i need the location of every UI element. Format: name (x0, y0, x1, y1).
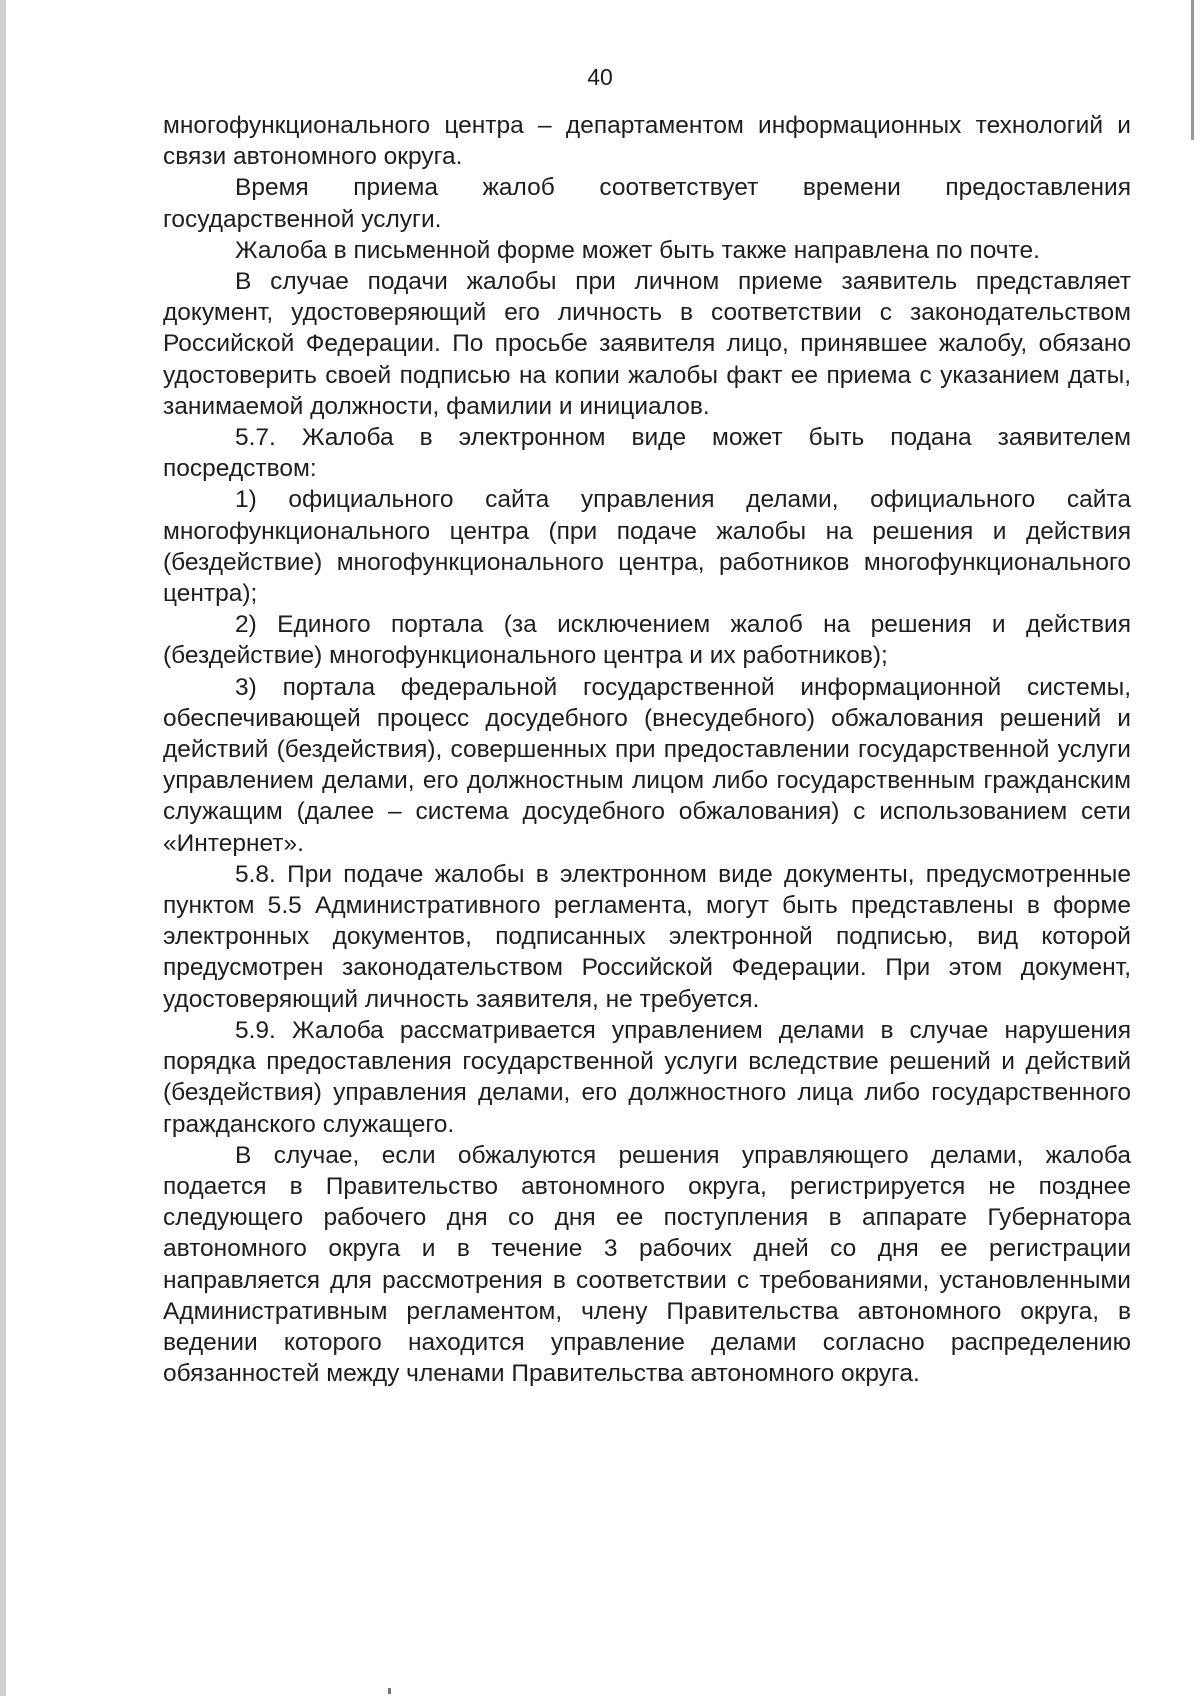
list-item-3: 3) портала федеральной государственной информационной системы, обеспечивающей процесс досудебного (внесудебного) обжалования решений и действий (бездействия), совершенных при предоставлении государственной услуги управлением делами, его должностным лицом либо государственным гражданским служащим (далее – система досудебного обжалования) с использованием сети «Интернет». (163, 673, 1131, 857)
paragraph-manager-decisions: В случае, если обжалуются решения управляющего делами, жалоба подается в Правительство автономного округа, регистрируется не позднее следующего рабочего дня со дня ее поступления в аппарате Губернатора автономного округа и в течение 3 рабочих дней со дня ее регистрации направляется для рассмотрения в соответствии с требованиями, установленными Административным регламентом, члену Правительства автономного округа, в ведении которого находится управление делами согласно распределению обязанностей между членами Правительства автономного округа. (163, 1141, 1131, 1388)
paragraph-5-8: 5.8. При подаче жалобы в электронном виде документы, предусмотренные пунктом 5.5 Административного регламента, могут быть представлены в форме электронных документов, подписанных электронной подписью, вид которой предусмотрен законодательством Российской Федерации. При этом документ, удостоверяющий личность заявителя, не требуется. (163, 860, 1131, 1013)
document-body (163, 110, 1131, 1389)
paragraph-5-7: 5.7. Жалоба в электронном виде может быть подана заявителем посредством: (163, 424, 1131, 483)
scan-edge-left (0, 0, 6, 1696)
paragraph-mail: Жалоба в письменной форме может быть также направлена по почте. (235, 236, 1040, 264)
list-item-1: 1) официального сайта управления делами, официального сайта многофункционального центра (при подаче жалобы на решения и действия (бездействие) многофункционального центра, работников многофункционального центра); (163, 486, 1131, 608)
scan-mark (388, 1688, 391, 1694)
list-item-2: 2) Единого портала (за исключением жалоб на решения и действия (бездействие) многофункционального центра и их работников); (163, 611, 1131, 670)
paragraph-personal-reception: В случае подачи жалобы при личном приеме заявитель представляет документ, удостоверяющий его личность в соответствии с законодательством Российской Федерации. По просьбе заявителя лицо, принявшее жалобу, обязано удостоверить своей подписью на копии жалобы факт ее приема с указанием даты, занимаемой должности, фамилии и инициалов. (163, 268, 1131, 420)
paragraph-reception-time: Время приема жалоб соответствует времени предоставления государственной услуги. (163, 174, 1131, 233)
paragraph-5-9: 5.9. Жалоба рассматривается управлением делами в случае нарушения порядка предоставления государственной услуги вследствие решений и действий (бездействия) управления делами, его должностного лица либо государственного гражданского служащего. (163, 1016, 1131, 1138)
paragraph-continuation: многофункционального центра – департаментом информационных технологий и связи автономного округа. (163, 112, 1131, 171)
page-number: 40 (587, 64, 613, 90)
